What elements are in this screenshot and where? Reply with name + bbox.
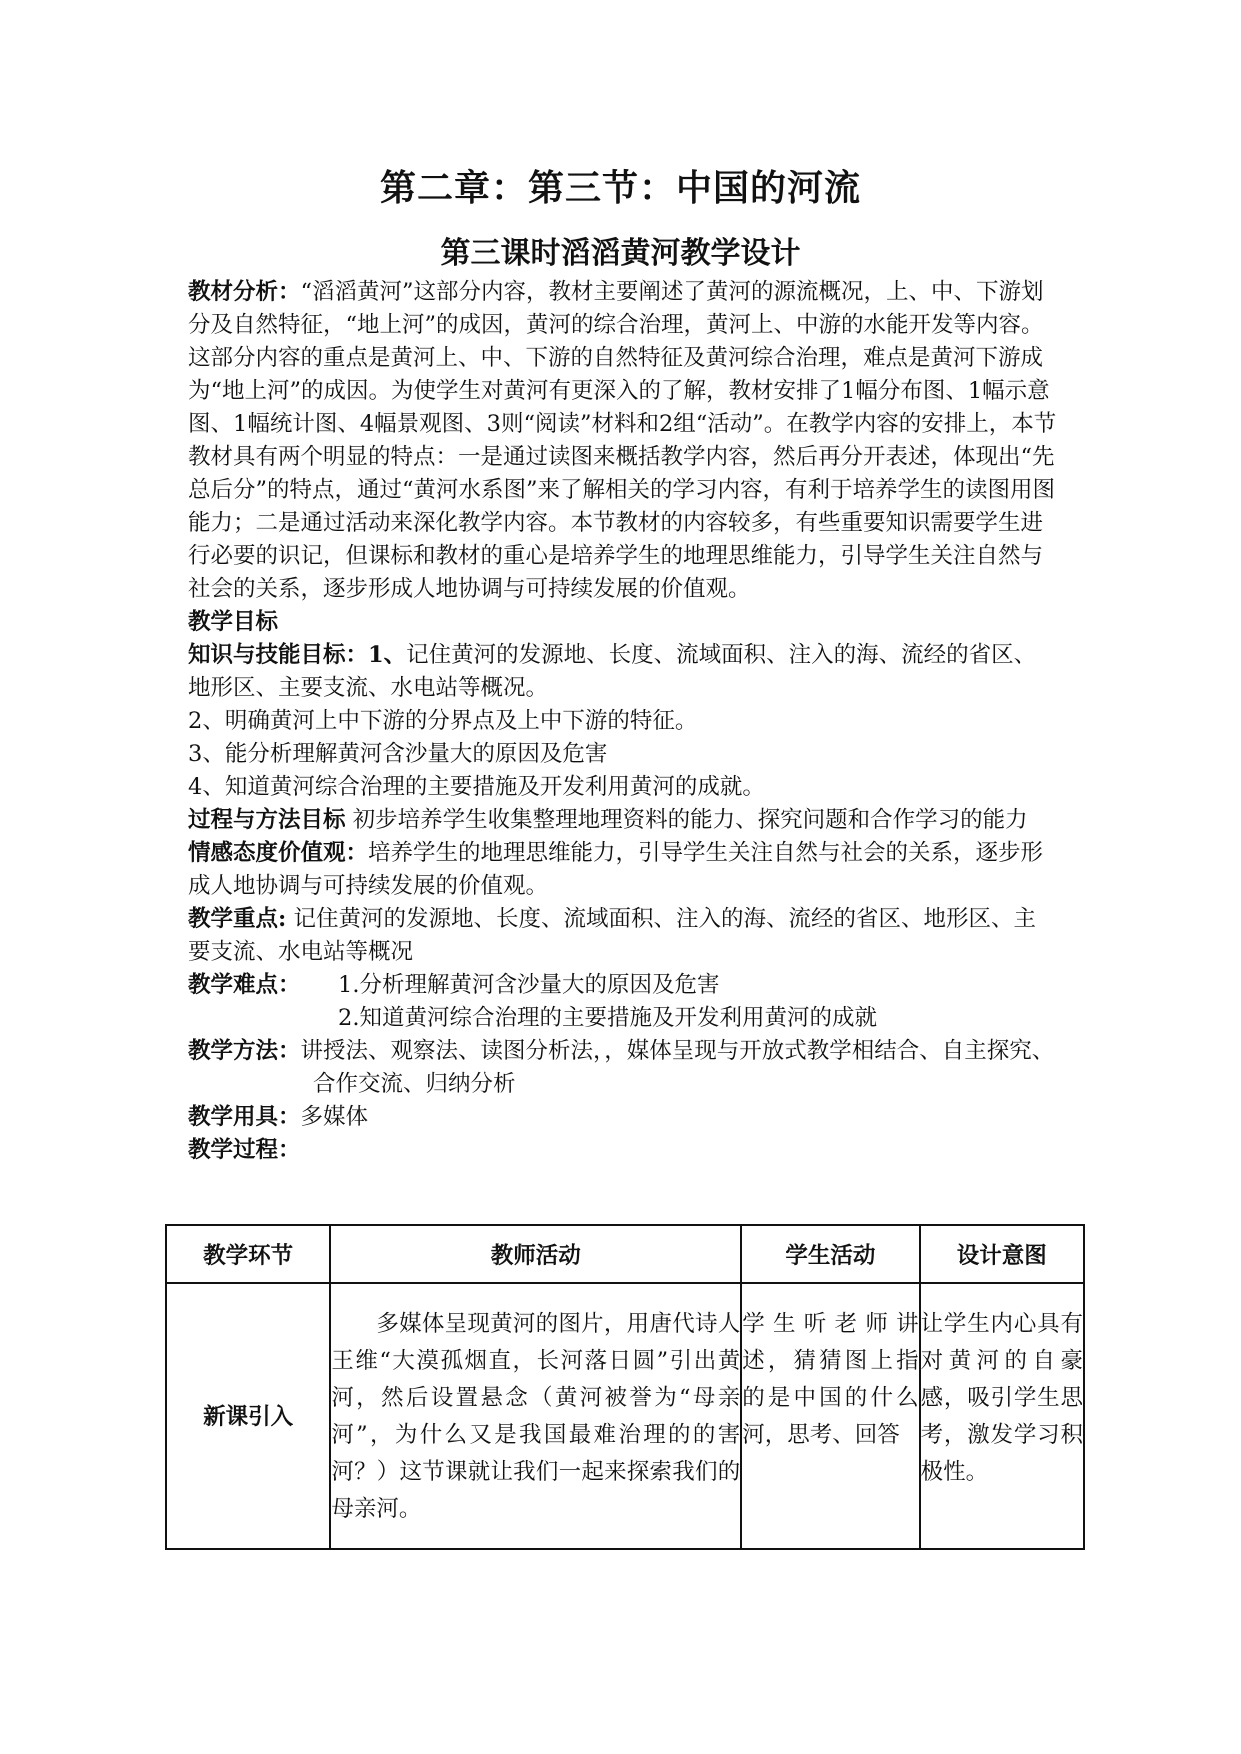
tools-text: 多媒体 [300, 1104, 369, 1130]
tools-label: 教学用具： [188, 1104, 301, 1130]
key-point-label: 教学重点: [188, 906, 287, 932]
header-teacher: 教师活动 [330, 1225, 741, 1283]
knowledge-item-2: 2、明确黄河上中下游的分界点及上中下游的特征。 [188, 708, 698, 734]
design-intent-text: 让学生内心具有对黄河的自豪感，吸引学生思考，激发学习积极性。 [920, 1311, 1083, 1485]
difficulty-row [188, 969, 1058, 1002]
header-stage: 教学环节 [166, 1225, 330, 1283]
tools-paragraph [188, 1101, 1058, 1134]
key-point-text: 记住黄河的发源地、长度、流域面积、注入的海、流经的省区、地形区、主要支流、水电站等概况 [188, 906, 1036, 965]
cell-student [741, 1283, 919, 1549]
cell-intent [920, 1283, 1084, 1549]
teacher-activity-text: 多媒体呈现黄河的图片，用唐代诗人王维“大漠孤烟直，长河落日圆”引出黄河，然后设置悬念（黄河被誉为“母亲河”，为什么又是我国最难治理的的害河？）这节课就让我们一起来探索我们的母亲河。 [331, 1311, 741, 1522]
knowledge-label: 知识与技能目标：1、 [188, 642, 407, 668]
method-label: 教学方法： [188, 1038, 301, 1064]
student-activity-text: 学生听老师讲述，猜猜图上指的是中国的什么河，思考、回答 [742, 1311, 919, 1448]
table-header-row [166, 1225, 1084, 1283]
teaching-process-table [165, 1224, 1085, 1550]
difficulty-label: 教学难点： [188, 972, 301, 998]
knowledge-item-1: 记住黄河的发源地、长度、流域面积、注入的海、流经的省区、地形区、主要支流、水电站等概况。 [188, 642, 1037, 701]
difficulty-item-2: 2.知道黄河综合治理的主要措施及开发利用黄河的成就 [338, 1005, 877, 1031]
process-goal-text: 初步培养学生收集整理地理资料的能力、探究问题和合作学习的能力 [352, 807, 1028, 833]
emotion-goal [188, 837, 1058, 903]
header-student: 学生活动 [741, 1225, 919, 1283]
process-goal [188, 804, 1058, 837]
difficulty-item-1: 1.分析理解黄河含沙量大的原因及危害 [338, 972, 720, 998]
key-point [188, 903, 1058, 969]
process-goal-label: 过程与方法目标 [188, 807, 346, 833]
cell-teacher [330, 1283, 741, 1549]
page-subtitle: 第三课时滔滔黄河教学设计 [440, 236, 801, 271]
document-body [188, 276, 1058, 1167]
process-heading: 教学过程： [188, 1137, 301, 1163]
analysis-paragraph [188, 276, 1058, 606]
knowledge-goal [188, 639, 1058, 705]
emotion-text: 培养学生的地理思维能力，引导学生关注自然与社会的关系，逐步形成人地协调与可持续发展的价值观。 [188, 840, 1044, 899]
knowledge-item-3: 3、能分析理解黄河含沙量大的原因及危害 [188, 741, 608, 767]
header-intent: 设计意图 [920, 1225, 1084, 1283]
page-title: 第二章：第三节：中国的河流 [379, 167, 861, 209]
analysis-label: 教材分析： [188, 279, 301, 305]
knowledge-item-4: 4、知道黄河综合治理的主要措施及开发利用黄河的成就。 [188, 774, 765, 800]
method-paragraph [188, 1035, 1058, 1101]
emotion-label: 情感态度价值观： [188, 840, 369, 866]
table-row [166, 1283, 1084, 1549]
goals-heading: 教学目标 [188, 609, 279, 635]
cell-stage: 新课引入 [166, 1283, 330, 1549]
analysis-text: “滔滔黄河”这部分内容，教材主要阐述了黄河的源流概况，上、中、下游划分及自然特征，“地上河”的成因，黄河的综合治理，黄河上、中游的水能开发等内容。这部分内容的重点是黄河上、中、下游的自然特征及黄河综合治理，难点是黄河下游成为“地上河”的成因。为使学生对黄河有更深入的了解，教材安排了1幅分布图、1幅示意图、1幅统计图、4幅景观图、3则“阅读”材料和2组“活动”。在教学内容的安排上，本节教材具有两个明显的特点：一是通过读图来概括教学内容，然后再分开表述，体现出“先总后分”的特点，通过“黄河水系图”来了解相关的学习内容，有利于培养学生的读图用图能力；二是通过活动来深化教学内容。本节教材的内容较多，有些重要知识需要学生进行必要的识记，但课标和教材的重心是培养学生的地理思维能力，引导学生关注自然与社会的关系，逐步形成人地协调与可持续发展的价值观。 [188, 279, 1057, 602]
method-text: 讲授法、观察法、读图分析法，，媒体呈现与开放式教学相结合、自主探究、合作交流、归纳分析 [300, 1038, 1055, 1097]
